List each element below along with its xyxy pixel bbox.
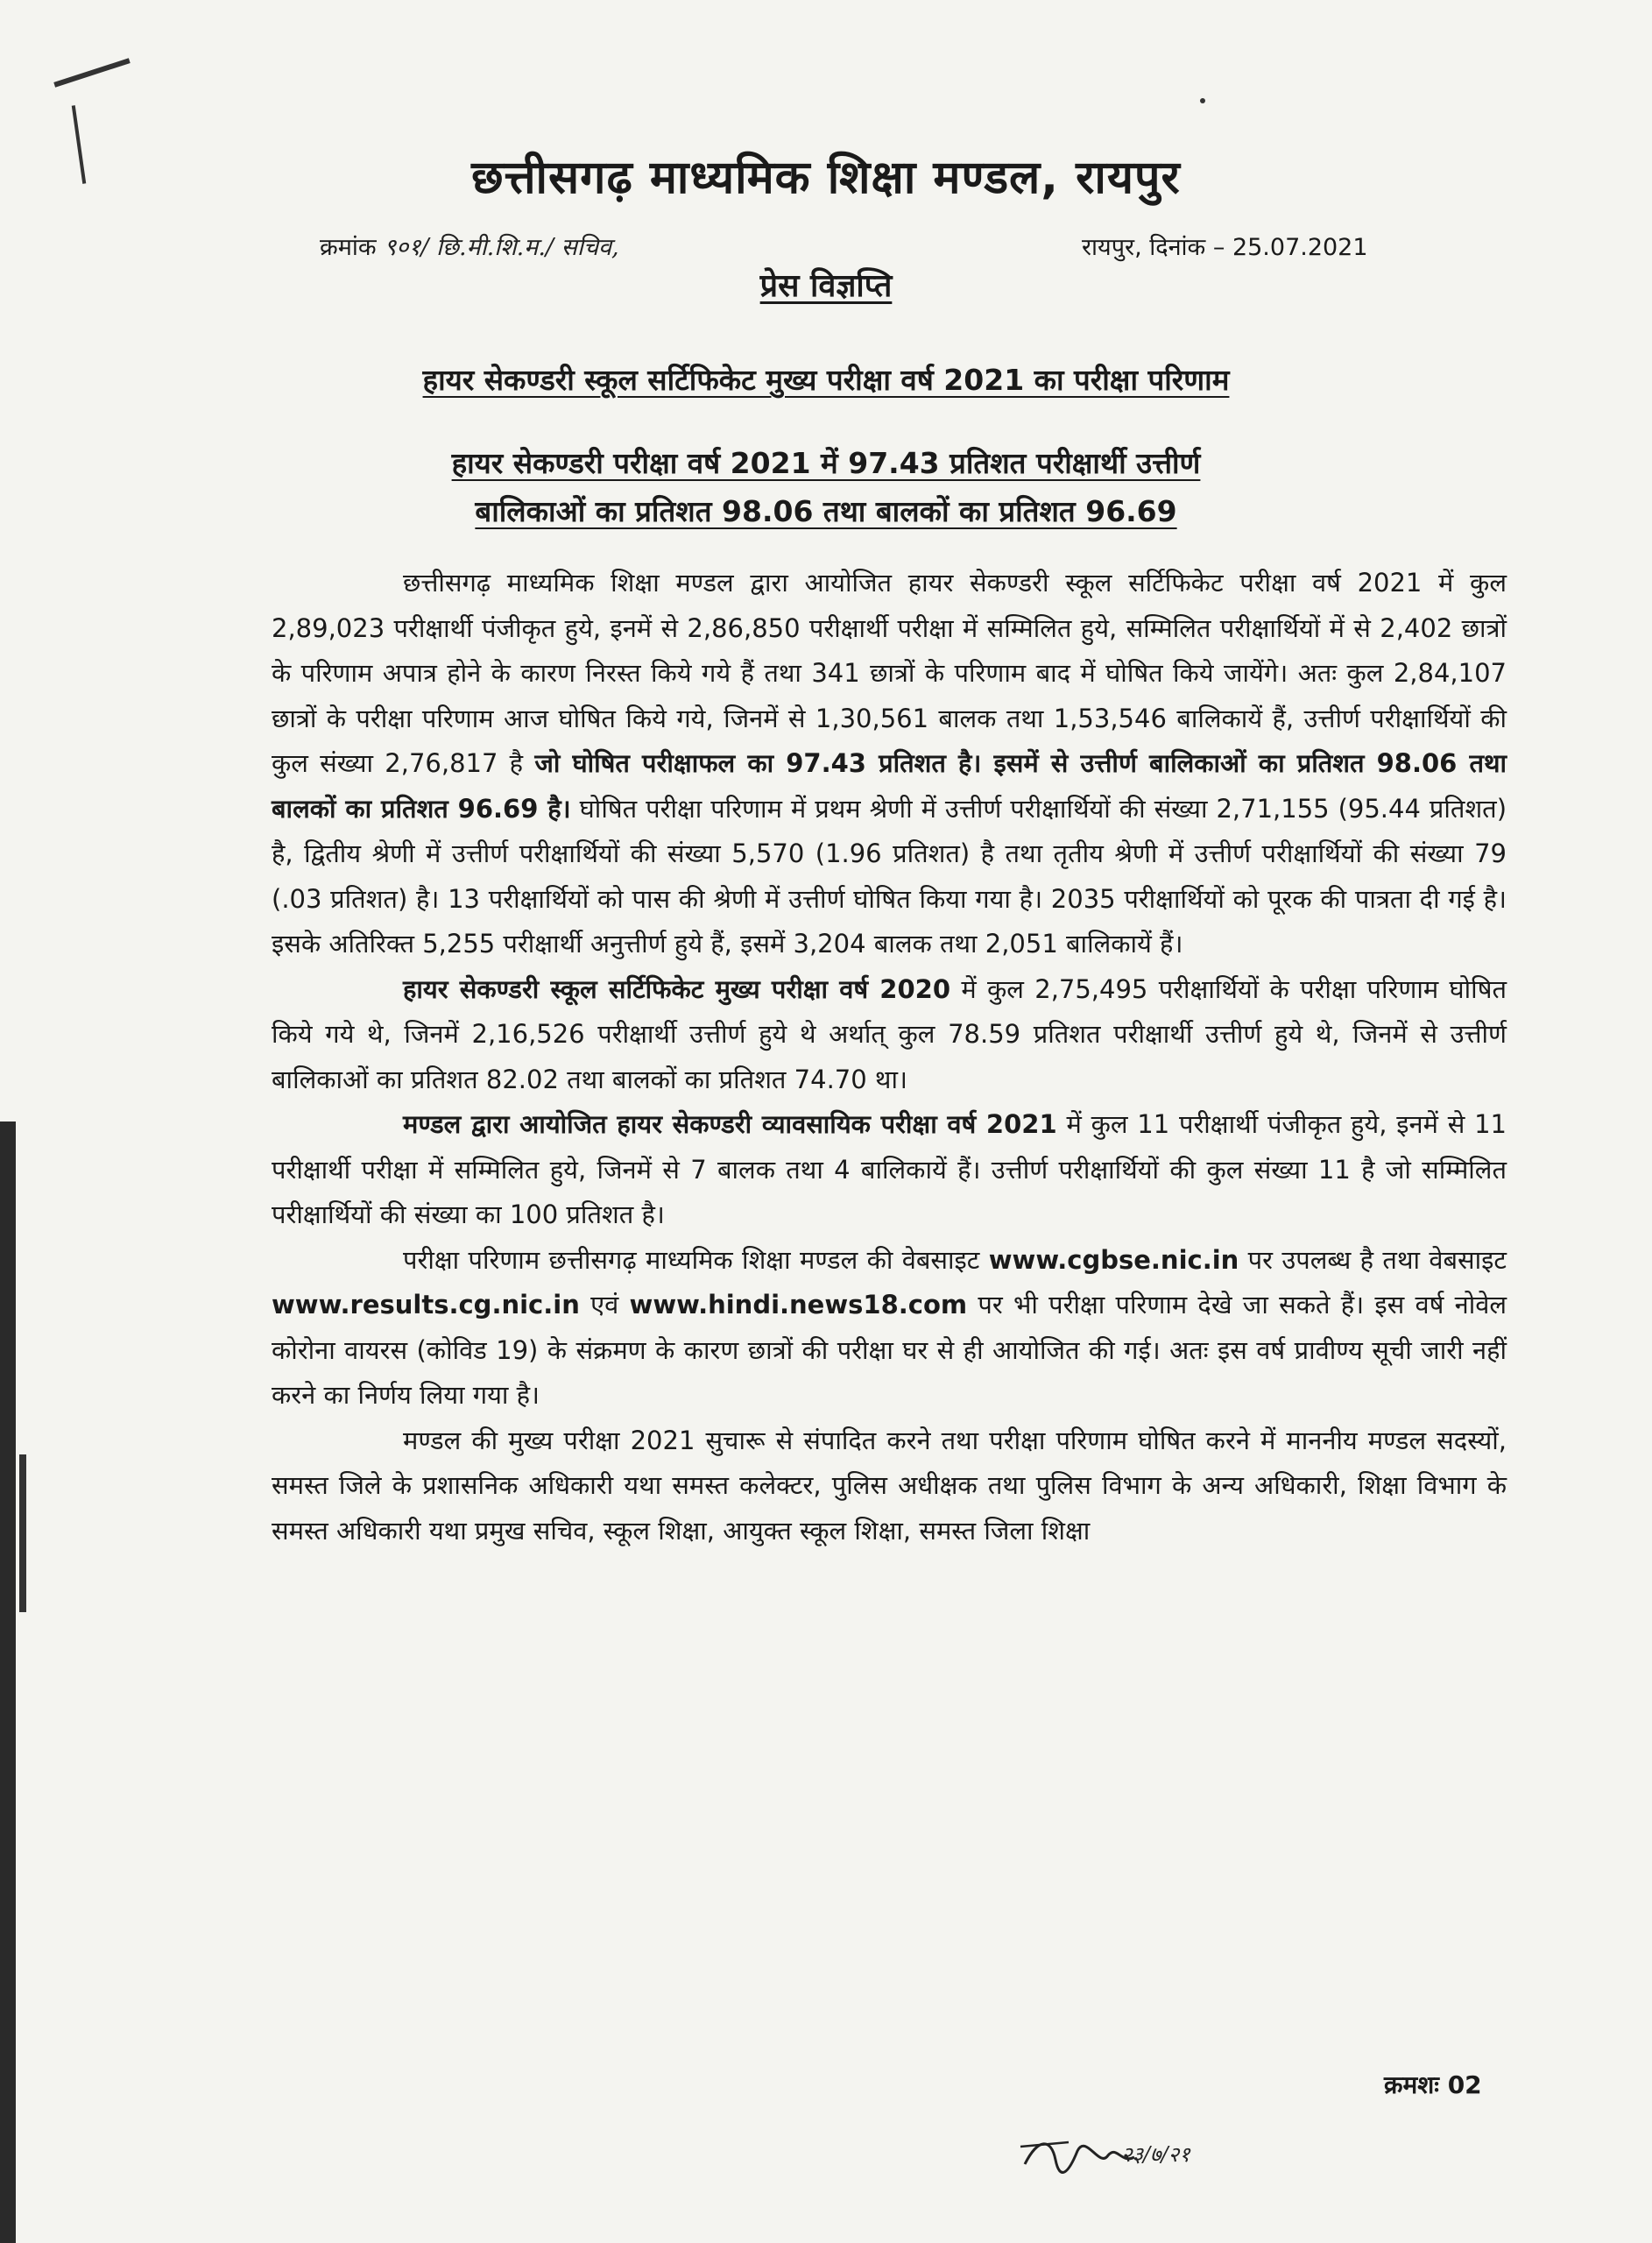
paragraph-results-2021: छत्तीसगढ़ माध्यमिक शिक्षा मण्डल द्वारा आयोजित हायर सेकण्डरी स्कूल सर्टिफिकेट परीक्षा वर्ष 2021 में कुल 2,89,023 परीक्षार्थी पंजीकृत हुये, इनमें से 2,86,850 परीक्षार्थी परीक्षा में सम्मिलित हुये, सम्मिलित परीक्षार्थियों में से 2,402 छात्रों के परिणाम अपात्र होने के कारण निरस्त किये गये हैं तथा 341 छात्रों के परिणाम बाद में घोषित किये जायेंगे। अतः कुल 2,84,107 छात्रों के परीक्षा परिणाम आज घोषित किये गये, जिनमें से 1,30,561 बालक तथा 1,53,546 बालिकायें हैं, उत्तीर्ण परीक्षार्थियों की कुल संख्या 2,76,817 है जो घोषित परीक्षाफल का 97.43 प्रतिशत है। इसमें से उत्तीर्ण बालिकाओं का प्रतिशत 98.06 तथा बालकों का प्रतिशत 96.69 है। घोषित परीक्षा परिणाम में प्रथम श्रेणी में उत्तीर्ण परीक्षार्थियों की संख्या 2,71,155 (95.44 प्रतिशत) है, द्वितीय श्रेणी में उत्तीर्ण परीक्षार्थियों की संख्या 5,570 (1.96 प्रतिशत) है तथा तृतीय श्रेणी में उत्तीर्ण परीक्षार्थियों की संख्या 79 (.03 प्रतिशत) है। 13 परीक्षार्थियों को पास की श्रेणी में उत्तीर्ण घोषित किया गया है। 2035 परीक्षार्थियों को पूरक की पात्रता दी गई है। इसके अतिरिक्त 5,255 परीक्षार्थी अनुत्तीर्ण हुये हैं, इसमें 3,204 बालक तथा 2,051 बालिकायें हैं।: [272, 568, 1507, 959]
reference-label: क्रमांक: [320, 234, 377, 261]
paragraph-websites: परीक्षा परिणाम छत्तीसगढ़ माध्यमिक शिक्षा मण्डल की वेबसाइट www.cgbse.nic.in पर उपलब्ध है तथा वेबसाइट www.results.cg.nic.in एवं www.hindi.news18.com पर भी परीक्षा परिणाम देखे जा सकते हैं। इस वर्ष नोवेल कोरोना वायरस (कोविड 19) के संक्रमण के कारण छात्रों की परीक्षा घर से ही आयोजित की गई। अतः इस वर्ष प्रावीण्य सूची जारी नहीं करने का निर्णय लिया गया है।: [272, 1244, 1507, 1410]
heading-gender-percent: बालिकाओं का प्रतिशत 98.06 तथा बालकों का प्रतिशत 96.69: [475, 494, 1177, 528]
scan-edge: [0, 1122, 16, 2243]
press-release-title: प्रेस विज्ञप्ति: [759, 268, 893, 304]
continued-marker: क्रमशः 02: [1384, 2070, 1482, 2099]
signature-date: २३/७/२१: [1121, 2142, 1190, 2167]
heading-pass-percent: हायर सेकण्डरी परीक्षा वर्ष 2021 में 97.43 प्रतिशत परीक्षार्थी उत्तीर्ण: [451, 446, 1201, 480]
website-link: www.cgbse.nic.in: [988, 1244, 1239, 1275]
signature: [1016, 2120, 1218, 2194]
place-date: रायपुर, दिनांक – 25.07.2021: [1082, 234, 1368, 261]
press-release-body: [272, 561, 1507, 1553]
reference-number: [320, 230, 619, 262]
website-link: www.hindi.news18.com: [629, 1290, 968, 1320]
ink-dot: [1200, 98, 1205, 103]
website-link: www.results.cg.nic.in: [272, 1290, 580, 1320]
paragraph-results-2020: हायर सेकण्डरी स्कूल सर्टिफिकेट मुख्य परीक्षा वर्ष 2020 में कुल 2,75,495 परीक्षार्थियों के परीक्षा परिणाम घोषित किये गये थे, जिनमें 2,16,526 परीक्षार्थी उत्तीर्ण हुये थे अर्थात् कुल 78.59 प्रतिशत परीक्षार्थी उत्तीर्ण हुये थे, जिनमें से उत्तीर्ण बालिकाओं का प्रतिशत 82.02 तथा बालकों का प्रतिशत 74.70 था।: [272, 973, 1507, 1094]
reference-handwritten: ९०१/ छि.मी.शि.म./ सचिव,: [384, 234, 619, 261]
organization-title: छत्तीसगढ़ माध्यमिक शिक्षा मण्डल, रायपुर: [471, 152, 1181, 204]
pen-mark: [53, 58, 130, 88]
paragraph-vocational: मण्डल द्वारा आयोजित हायर सेकण्डरी व्यावसायिक परीक्षा वर्ष 2021 में कुल 11 परीक्षार्थी पंजीकृत हुये, इनमें से 11 परीक्षार्थी परीक्षा में सम्मिलित हुये, जिनमें से 7 बालक तथा 4 बालिकायें हैं। उत्तीर्ण परीक्षार्थियों की कुल संख्या 11 है जो सम्मिलित परीक्षार्थियों की संख्या का 100 प्रतिशत है।: [272, 1109, 1507, 1229]
punch-mark: [19, 1454, 26, 1612]
heading-main: हायर सेकण्डरी स्कूल सर्टिफिकेट मुख्य परीक्षा वर्ष 2021 का परीक्षा परिणाम: [422, 363, 1230, 397]
paragraph-acknowledgement: मण्डल की मुख्य परीक्षा 2021 सुचारू से संपादित करने तथा परीक्षा परिणाम घोषित करने में माननीय मण्डल सदस्यों, समस्त जिले के प्रशासनिक अधिकारी यथा समस्त कलेक्टर, पुलिस अधीक्षक तथा पुलिस विभाग के अन्य अधिकारी, शिक्षा विभाग के समस्त अधिकारी यथा प्रमुख सचिव, स्कूल शिक्षा, आयुक्त स्कूल शिक्षा, समस्त जिला शिक्षा: [272, 1425, 1507, 1546]
